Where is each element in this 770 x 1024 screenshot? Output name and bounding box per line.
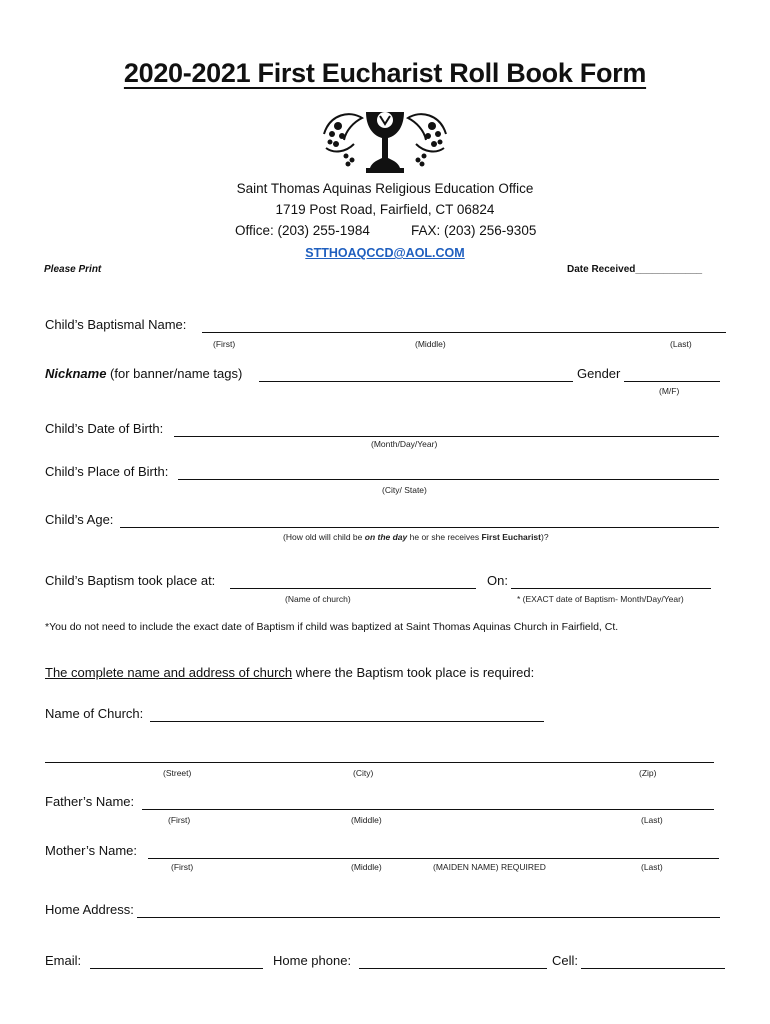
baptism-date-caption: * (EXACT date of Baptism- Month/Day/Year) xyxy=(517,594,684,604)
age-label: Child’s Age: xyxy=(45,512,114,527)
dob-caption: (Month/Day/Year) xyxy=(371,439,438,449)
baptism-church-caption: (Name of church) xyxy=(285,594,351,604)
mother-first-caption: (First) xyxy=(171,862,194,872)
father-first-caption: (First) xyxy=(168,815,191,825)
email-label: Email: xyxy=(45,953,82,968)
nickname-line[interactable] xyxy=(259,381,573,382)
home-phone-line[interactable] xyxy=(359,968,547,969)
baptism-note: *You do not need to include the exact date of Baptism if child was baptized at Saint Thomas Aquinas Church in Fairfield, Ct. xyxy=(45,621,619,633)
office-name: Saint Thomas Aquinas Religious Education Office xyxy=(236,181,534,196)
mother-middle-caption: (Middle) xyxy=(351,862,382,872)
office-fax: FAX: (203) 256-9305 xyxy=(411,223,537,238)
office-street: 1719 Post Road, Fairfield, CT 06824 xyxy=(275,202,495,217)
office-email-link[interactable]: STTHOAQCCD@AOL.COM xyxy=(305,246,465,260)
gender-line[interactable] xyxy=(624,381,720,382)
church-street-caption: (Street) xyxy=(163,768,192,778)
pob-line[interactable] xyxy=(178,479,719,480)
mother-name-line[interactable] xyxy=(148,858,719,859)
baptism-date-label: On: xyxy=(487,573,508,588)
father-name-label: Father’s Name: xyxy=(45,794,135,809)
church-address-line[interactable] xyxy=(45,762,714,763)
age-line[interactable] xyxy=(120,527,719,528)
cell-label: Cell: xyxy=(552,953,579,968)
baptism-place-label: Child’s Baptism took place at: xyxy=(45,573,216,588)
church-zip-caption: (Zip) xyxy=(639,768,657,778)
cell-line[interactable] xyxy=(581,968,725,969)
dob-label: Child’s Date of Birth: xyxy=(45,421,164,436)
pob-caption: (City/ State) xyxy=(382,485,427,495)
date-received-field: Date Received____________ xyxy=(567,264,703,275)
church-name-line[interactable] xyxy=(150,721,544,722)
baptismal-name-line[interactable] xyxy=(202,332,726,333)
home-phone-label: Home phone: xyxy=(273,953,352,968)
mother-maiden-caption: (MAIDEN NAME) REQUIRED xyxy=(433,862,546,872)
baptismal-name-label: Child’s Baptismal Name: xyxy=(45,317,187,332)
caption-first: (First) xyxy=(213,339,236,349)
gender-label: Gender xyxy=(577,366,621,381)
church-city-caption: (City) xyxy=(353,768,374,778)
mother-last-caption: (Last) xyxy=(641,862,663,872)
please-print-note: Please Print xyxy=(44,264,102,275)
mother-name-label: Mother’s Name: xyxy=(45,843,137,858)
caption-middle: (Middle) xyxy=(415,339,446,349)
nickname-label: Nickname (for banner/name tags) xyxy=(45,366,243,381)
baptism-date-line[interactable] xyxy=(511,588,711,589)
church-name-label: Name of Church: xyxy=(45,706,144,721)
home-address-line[interactable] xyxy=(137,917,720,918)
home-address-label: Home Address: xyxy=(45,902,134,917)
caption-last: (Last) xyxy=(670,339,692,349)
chalice-logo-icon xyxy=(316,104,454,180)
form-title: 2020-2021 First Eucharist Roll Book Form xyxy=(123,58,647,88)
pob-label: Child’s Place of Birth: xyxy=(45,464,169,479)
office-phone: Office: (203) 255-1984 xyxy=(235,223,370,238)
baptism-church-line[interactable] xyxy=(230,588,476,589)
father-middle-caption: (Middle) xyxy=(351,815,382,825)
age-caption: (How old will child be on the day he or she receives First Eucharist)? xyxy=(283,532,549,542)
email-line[interactable] xyxy=(90,968,263,969)
gender-caption: (M/F) xyxy=(659,386,680,396)
dob-line[interactable] xyxy=(174,436,719,437)
father-last-caption: (Last) xyxy=(641,815,663,825)
church-heading: The complete name and address of church where the Baptism took place is required: xyxy=(45,665,535,680)
father-name-line[interactable] xyxy=(142,809,714,810)
